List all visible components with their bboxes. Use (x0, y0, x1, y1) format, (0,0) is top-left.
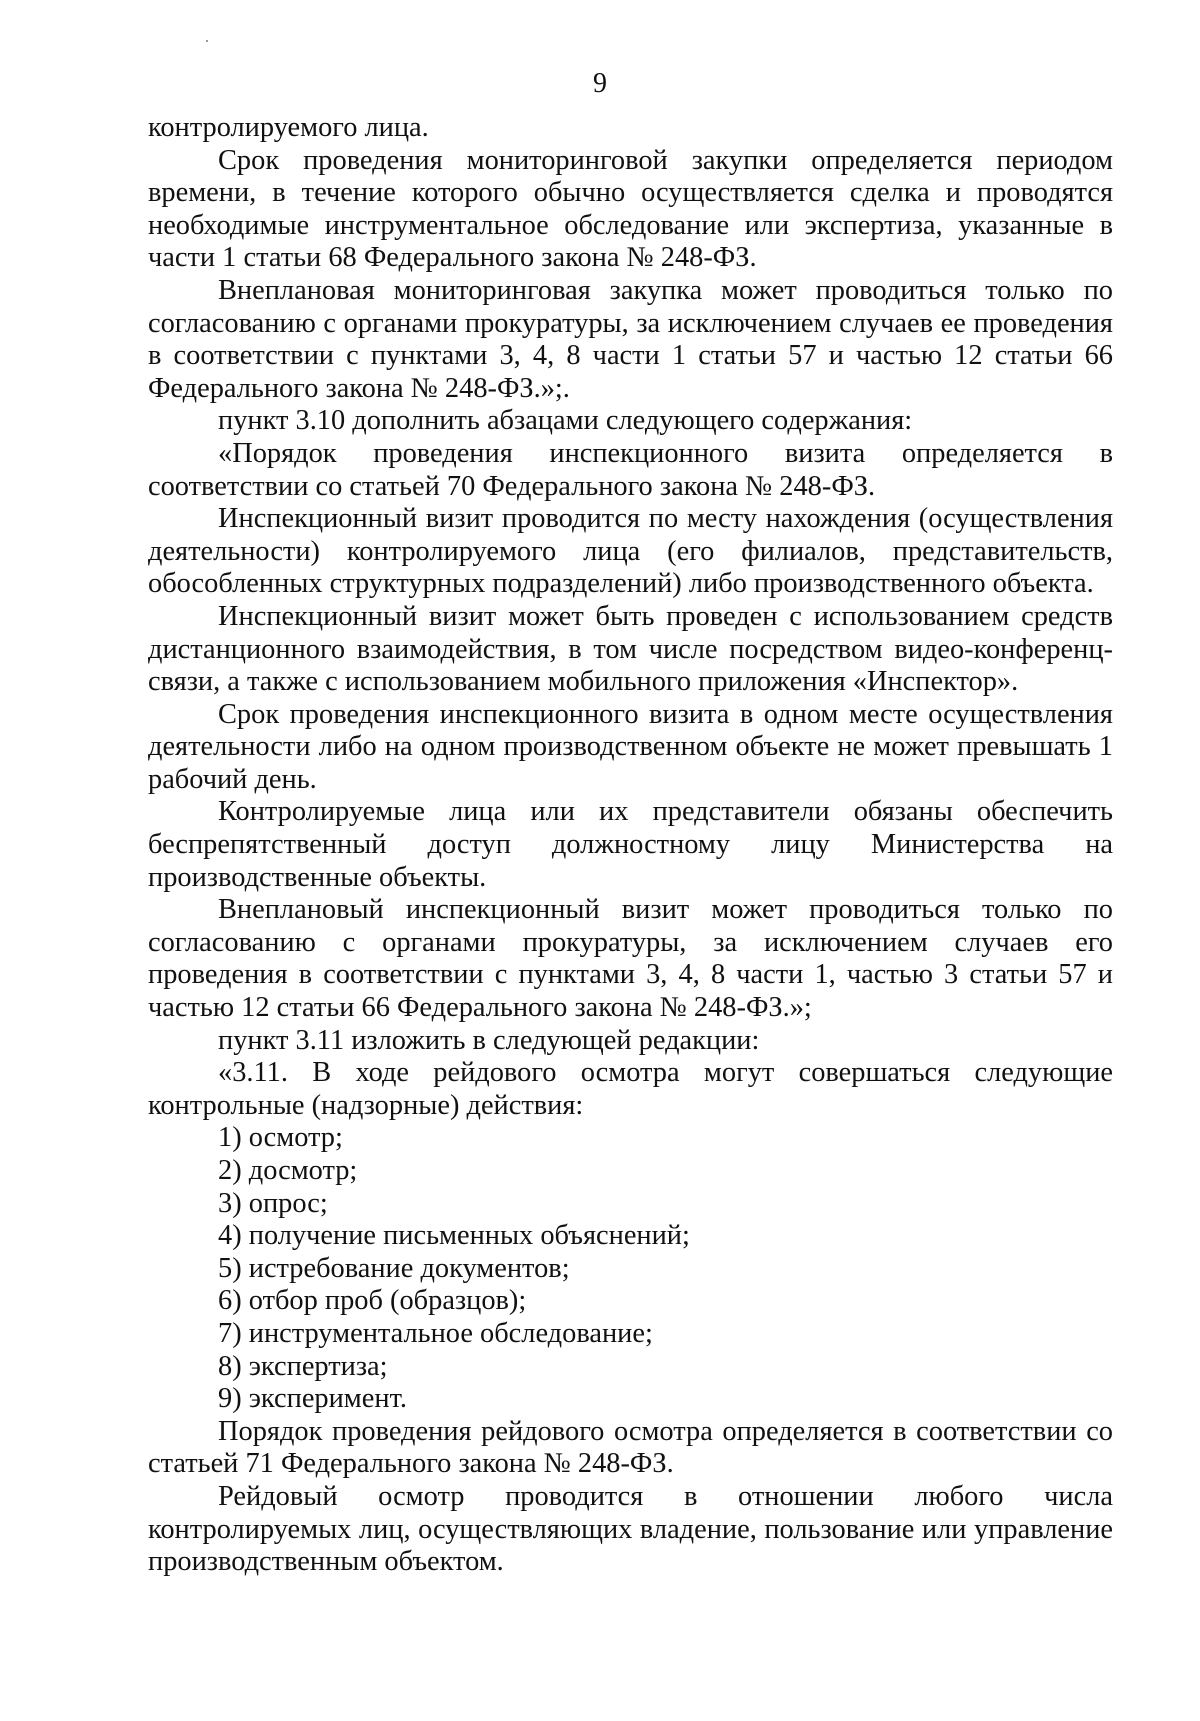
closing-paragraph-0: Порядок проведения рейдового осмотра определяется в соответствии со статьей 71 Федерального закона № 248-ФЗ. (148, 1415, 1113, 1480)
paragraph-3: пункт 3.10 дополнить абзацами следующего содержания: (218, 405, 913, 437)
closing-paragraph-1: Рейдовый осмотр проводится в отношении любого числа контролируемых лиц, осуществляющих владение, пользование или управление производственным объектом. (148, 1480, 1113, 1578)
paragraph-2: Внеплановая мониторинговая закупка может проводиться только по согласованию с органами прокуратуры, за исключением случаев ее проведения в соответствии с пунктами 3, 4, 8 части 1 статьи 57 и частью 12 статьи 66 Федерального закона № 248-ФЗ.»;. (148, 274, 1113, 404)
list-item: 6) отбор проб (образцов); (218, 1285, 527, 1317)
paragraph-0: контролируемого лица. (148, 112, 429, 143)
list-item: 7) инструментальное обследование; (218, 1317, 653, 1349)
paragraph-4: «Порядок проведения инспекционного визита определяется в соответствии со статьей 70 Федерального закона № 248-ФЗ. (148, 437, 1113, 502)
paragraph-1: Срок проведения мониторинговой закупки определяется периодом времени, в течение которого обычно осуществляется сделка и проводятся необходимые инструментальное обследование или экспертиза, указанные в части 1 статьи 68 Федерального закона № 248-ФЗ. (148, 144, 1113, 274)
paragraph-10: пункт 3.11 изложить в следующей редакции: (218, 1024, 760, 1056)
paragraph-9: Внеплановый инспекционный визит может проводиться только по согласованию с органами прокуратуры, за исключением случаев его проведения в соответствии с пунктами 3, 4, 8 части 1, частью 3 статьи 57 и частью 12 статьи 66 Федерального закона № 248-ФЗ.»; (148, 894, 1113, 1024)
scan-speck (206, 40, 208, 42)
paragraph-6: Инспекционный визит может быть проведен с использованием средств дистанционного взаимодействия, в том числе посредством видео-конференц-связи, а также с использованием мобильного приложения «Инспектор». (148, 600, 1113, 698)
paragraph-7: Срок проведения инспекционного визита в одном месте осуществления деятельности либо на одном производственном объекте не может превышать 1 рабочий день. (148, 698, 1113, 795)
list-item: 2) досмотр; (218, 1155, 358, 1186)
list-item: 3) опрос; (218, 1187, 328, 1219)
list-item: 5) истребование документов; (218, 1252, 570, 1284)
page-number: 9 (593, 68, 607, 99)
paragraph-5: Инспекционный визит проводится по месту нахождения (осуществления деятельности) контролируемого лица (его филиалов, представительств, обособленных структурных подразделений) либо производственного объекта. (148, 503, 1113, 600)
list-item: 9) эксперимент. (218, 1383, 407, 1415)
paragraph-8: Контролируемые лица или их представители обязаны обеспечить беспрепятственный доступ должностному лицу Министерства на производственные объекты. (148, 796, 1113, 893)
list-item: 1) осмотр; (218, 1122, 343, 1154)
list-item: 4) получение письменных объяснений; (218, 1220, 690, 1252)
document-body (148, 112, 1113, 1579)
paragraph-11: «3.11. В ходе рейдового осмотра могут совершаться следующие контрольные (надзорные) действия: (148, 1057, 1113, 1121)
list-item: 8) экспертиза; (218, 1350, 388, 1382)
